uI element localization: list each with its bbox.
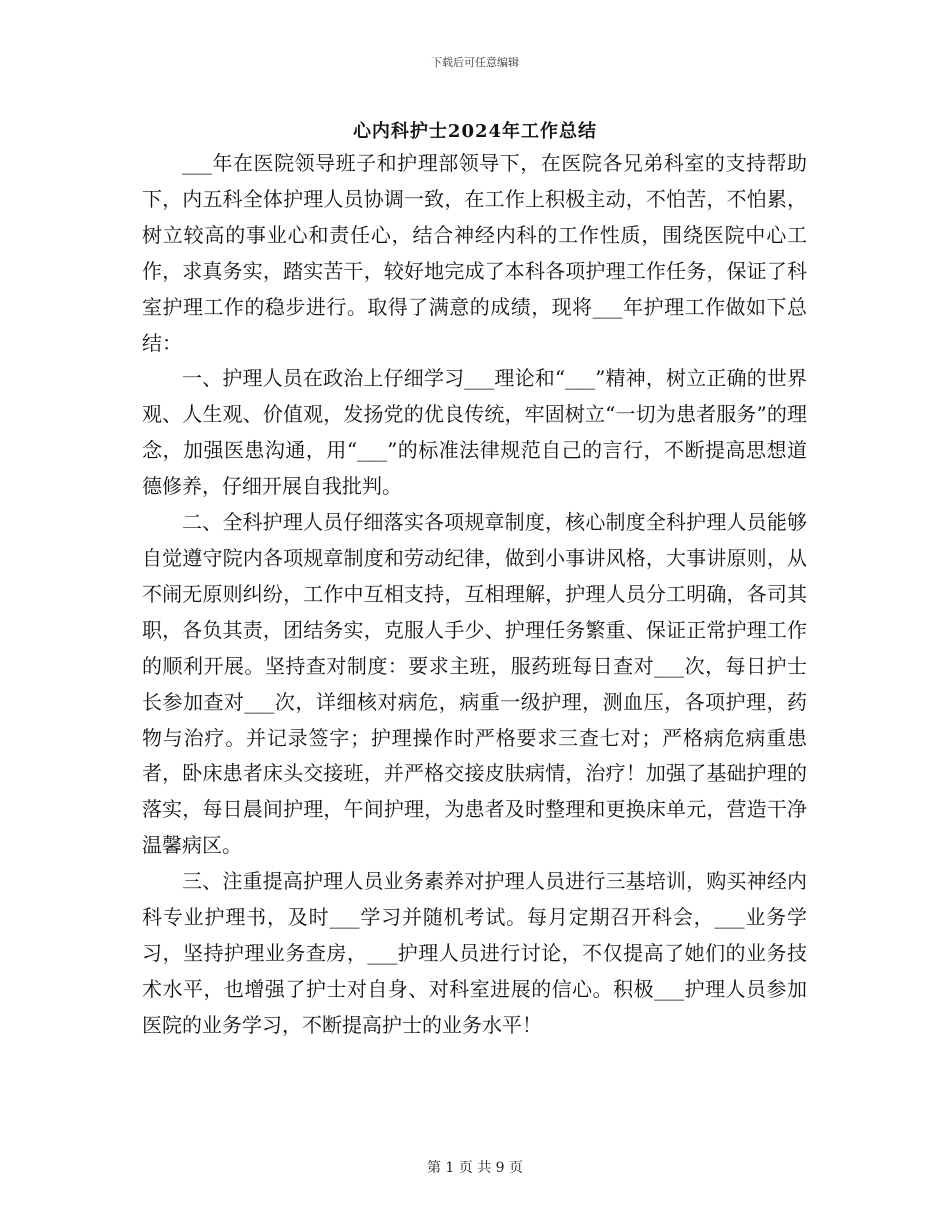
paragraph-section-1: 一、护理人员在政治上仔细学习___理论和“___”精神，树立正确的世界观、人生观、价值观，发扬党的优良传统，牢固树立“一切为患者服务”的理念，加强医患沟通，用“___”的标准法律规范自己的言行，不断提高思想道德修养，仔细开展自我批判。 [142,366,807,499]
paragraph-section-3: 三、注重提高护理人员业务素养对护理人员进行三基培训，购买神经内科专业护理书，及时___学习并随机考试。每月定期召开科会，___业务学习，坚持护理业务查房，___护理人员进行讨论，不仅提高了她们的业务技术水平，也增强了护士对自身、对科室进展的信心。积极___护理人员参加医院的业务学习，不断提高护士的业务水平！ [142,869,807,1037]
document-title: 心内科护士2024年工作总结 [352,121,598,142]
document-body [142,146,807,1044]
download-note: 下载后可任意编辑 [431,56,519,69]
paragraph-section-2: 二、全科护理人员仔细落实各项规章制度，核心制度全科护理人员能够自觉遵守院内各项规章制度和劳动纪律，做到小事讲风格，大事讲原则，从不闹无原则纠纷，工作中互相支持，互相理解，护理人员分工明确，各司其职，各负其责，团结务实，克服人手少、护理任务繁重、保证正常护理工作的顺利开展。坚持查对制度：要求主班，服药班每日查对___次，每日护士长参加查对___次，详细核对病危，病重一级护理，测血压，各项护理，药物与治疗。并记录签字；护理操作时严格要求三查七对；严格病危病重患者，卧床患者床头交接班，并严格交接皮肤病情，治疗！加强了基础护理的落实，每日晨间护理，午间护理，为患者及时整理和更换床单元，营造干净温馨病区。 [142,510,807,858]
paragraph-intro: ___年在医院领导班子和护理部领导下，在医院各兄弟科室的支持帮助下，内五科全体护理人员协调一致，在工作上积极主动，不怕苦，不怕累，树立较高的事业心和责任心，结合神经内科的工作性质，围绕医院中心工作，求真务实，踏实苦干，较好地完成了本科各项护理工作任务，保证了科室护理工作的稳步进行。取得了满意的成绩，现将___年护理工作做如下总结： [142,151,807,355]
page-number: 第 1 页 共 9 页 [426,1160,524,1176]
